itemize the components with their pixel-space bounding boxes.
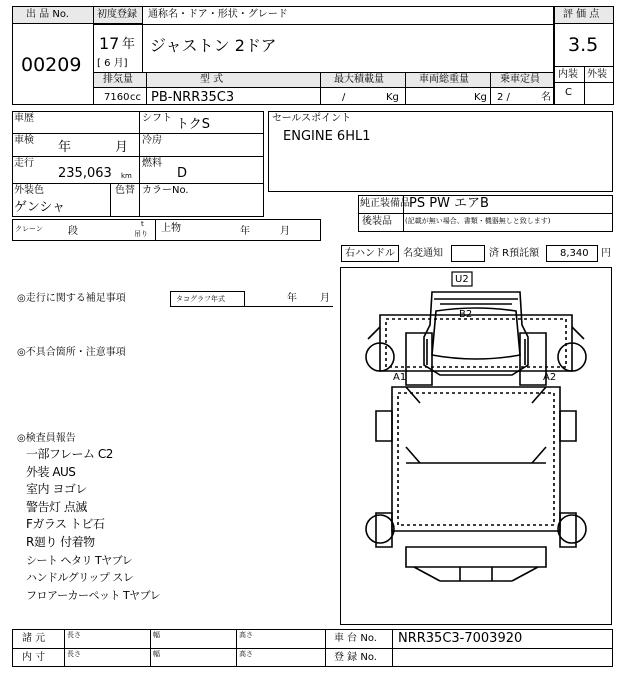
recycle-deposit: 8,340 [560, 248, 589, 259]
exterior-color: ゲンシャ [14, 200, 66, 215]
mileage: 235,063 [58, 166, 112, 181]
truck-diagram [340, 267, 612, 625]
first-reg-year: 17 [99, 34, 120, 53]
inspector-item: 一部フレーム C2 [26, 447, 113, 461]
name-change-label: 名変通知 [403, 248, 443, 259]
gross-weight-label: 車両総重量 [419, 74, 469, 85]
capacity-label: 乗車定員 [500, 74, 540, 85]
exterior-color-label: 外装色 [14, 185, 44, 196]
genuine-equipment: PS PW エアB [409, 196, 489, 211]
inspector-item: シート ヘタリ Tヤブレ [26, 553, 133, 567]
inspector-report-label: ◎検査員報告 [17, 433, 76, 444]
damage-mark-a1: A1 [393, 372, 407, 383]
displacement-label: 排気量 [103, 74, 133, 85]
capacity: 2 / [497, 92, 510, 103]
specs-footer-label: 諸 元 [22, 633, 46, 644]
interior-grade: C [565, 87, 572, 98]
sales-point-label: セールスポイント [272, 113, 352, 124]
crane-label: クレーン [15, 225, 43, 233]
displacement: 7160 [104, 92, 130, 103]
aftermarket-note: (記載が無い場合、書類・機器無しと致します) [405, 217, 551, 225]
first-reg-month: [ 6 月] [97, 58, 128, 69]
tacho-year-unit: 年 [287, 293, 297, 304]
sales-point: ENGINE 6HL1 [283, 129, 371, 144]
max-load-unit: Kg [386, 92, 399, 103]
chassis-label: 車 台 No. [334, 633, 377, 644]
color-number-label: カラーNo. [142, 185, 189, 196]
recycle-deposit-label: 済 R預託額 [489, 248, 540, 259]
specs-height-label: 高さ [239, 631, 253, 639]
name-label: 通称名・ドア・形状・グレード [148, 9, 288, 20]
fuel: D [177, 166, 188, 181]
mileage-unit: km [121, 172, 132, 180]
dim-length-label: 長さ [67, 650, 81, 658]
lot-no-label: 出 品 No. [26, 9, 69, 20]
upper-label: 上物 [161, 223, 181, 234]
score-label: 評 価 点 [563, 9, 600, 20]
inspector-item: 室内 ヨゴレ [26, 482, 87, 497]
inspector-item: 外装 AUS [26, 464, 76, 479]
specs-width-label: 幅 [153, 631, 160, 639]
exterior-label: 外装 [587, 69, 607, 80]
upper-month-unit: 月 [280, 226, 290, 237]
history-label: 車歴 [14, 113, 34, 124]
tacho-month-unit: 月 [320, 293, 330, 304]
inspector-item: フロアーカーペット Tヤブレ [26, 588, 161, 602]
chassis-no: NRR35C3-7003920 [398, 631, 523, 646]
crane-ton: t [141, 220, 144, 228]
score: 3.5 [568, 34, 599, 56]
ac-label: 冷房 [142, 135, 162, 146]
genuine-equipment-label: 純正装備品 [360, 198, 410, 209]
crane-stage: 段 [68, 226, 78, 237]
name-change-box [451, 245, 485, 262]
displacement-unit: cc [130, 92, 141, 103]
color-no-label: 色替 [115, 185, 135, 196]
damage-mark-u2: U2 [455, 274, 469, 285]
dim-width-label: 幅 [153, 650, 160, 658]
year-unit: 年 [122, 37, 136, 52]
damage-mark-a2: A2 [543, 372, 557, 383]
upper-year-unit: 年 [240, 226, 250, 237]
inspector-item: Fガラス トビ石 [26, 517, 105, 532]
inspector-report-list [26, 446, 186, 604]
lot-no: 00209 [21, 54, 82, 76]
first-reg-label: 初度登録 [97, 9, 137, 20]
specs-length-label: 長さ [67, 631, 81, 639]
inspector-item: R廻り 付着物 [26, 534, 95, 549]
inspector-item: 警告灯 点滅 [26, 499, 87, 514]
inspection-year-unit: 年 [58, 140, 72, 155]
specs-header [93, 72, 554, 88]
defects-label: ◎不具合箇所・注意事項 [17, 347, 126, 358]
inspector-item: ハンドルグリップ スレ [26, 571, 134, 585]
tacho-label: タコグラフ年式 [176, 295, 225, 303]
recycle-unit: 円 [601, 248, 611, 259]
capacity-unit: 名 [541, 92, 551, 103]
dimensions-footer-label: 内 寸 [22, 652, 46, 663]
dim-height-label: 高さ [239, 650, 253, 658]
driving-remarks-label: ◎走行に関する補足事項 [17, 293, 126, 304]
max-load: / [342, 92, 346, 103]
inspection-label: 車検 [14, 135, 34, 146]
inspection-month-unit: 月 [115, 140, 129, 155]
registration-label: 登 録 No. [334, 652, 377, 663]
max-load-label: 最大積載量 [334, 74, 384, 85]
mileage-label: 走行 [14, 158, 34, 169]
interior-label: 内装 [558, 69, 578, 80]
shift-value: トクS [176, 117, 210, 132]
crane-hang: 吊り [134, 230, 148, 238]
model: PB-NRR35C3 [151, 90, 235, 105]
model-label: 型 式 [200, 74, 224, 85]
damage-mark-b2: B2 [459, 309, 473, 320]
shift-label: シフト [142, 113, 172, 124]
gross-weight-unit: Kg [474, 92, 487, 103]
fuel-label: 燃料 [142, 158, 162, 169]
right-hand: 右ハンドル [345, 248, 395, 259]
aftermarket-label: 後装品 [362, 216, 392, 227]
car-name: ジャストン 2ドア [150, 36, 277, 55]
